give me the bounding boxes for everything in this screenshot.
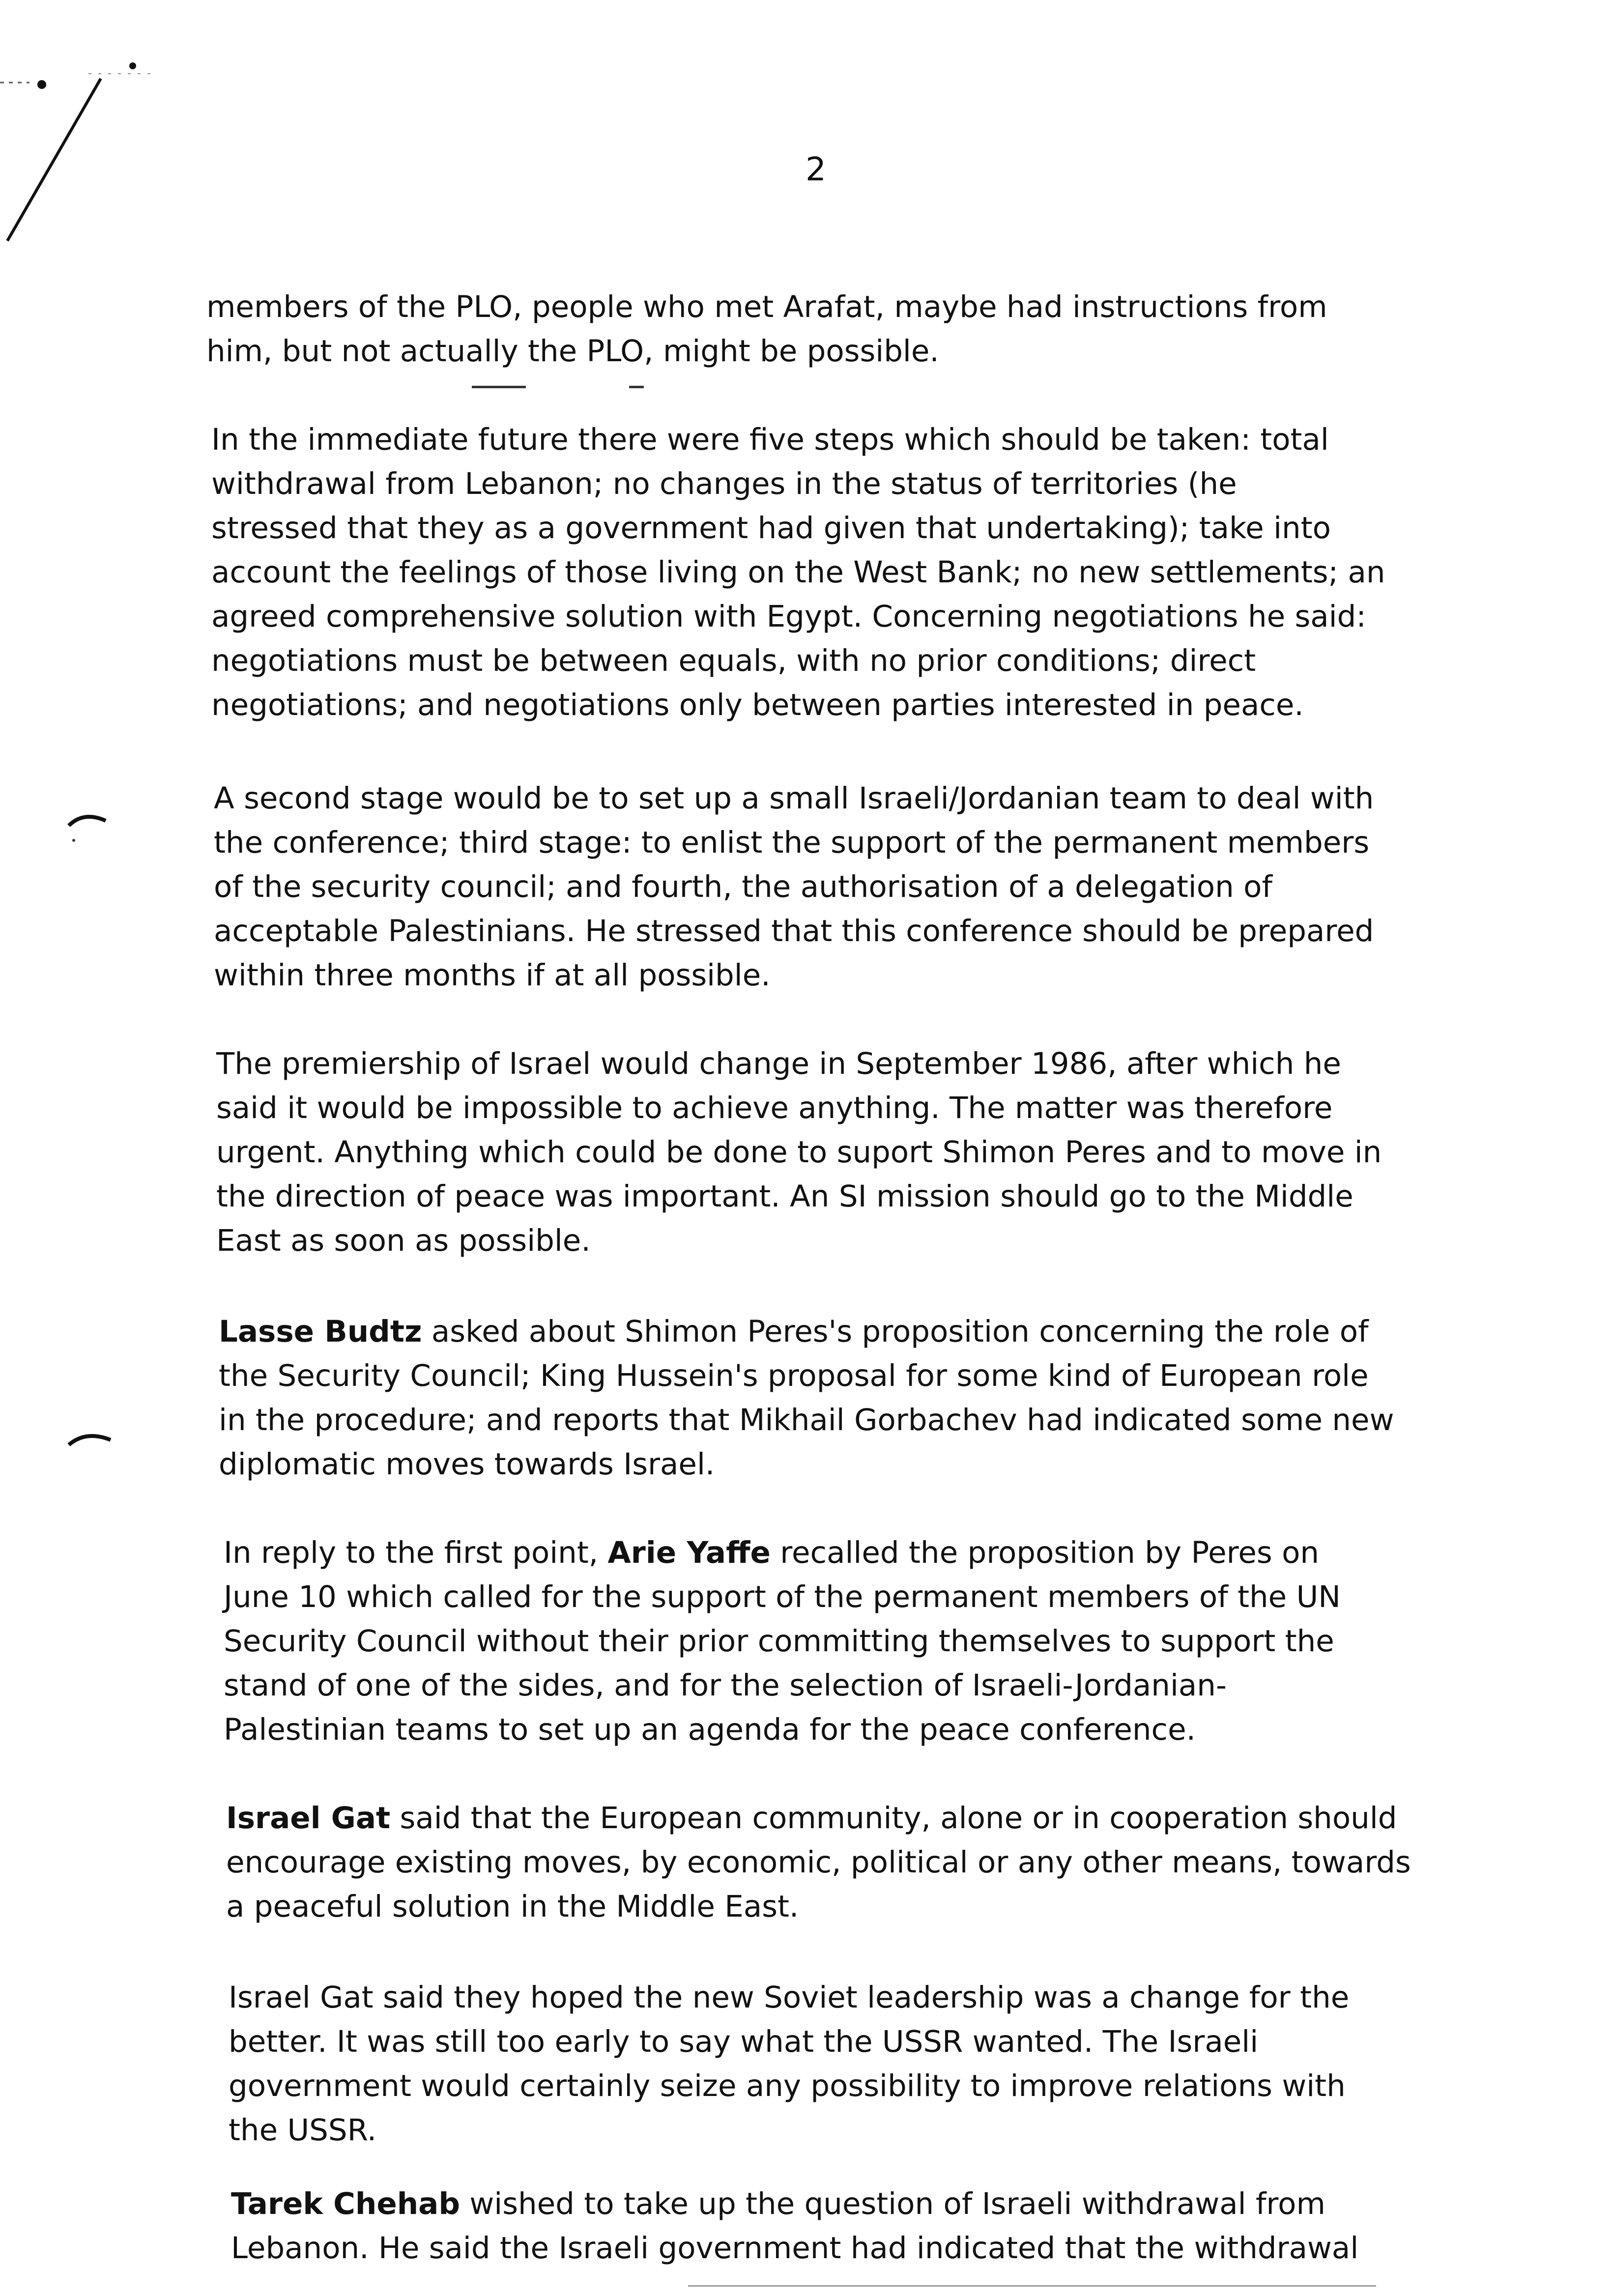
speaker-name: Israel Gat [226, 1801, 391, 1836]
text-line: in the procedure; and reports that Mikhail Gorbachev had indicated some new [219, 1403, 1394, 1437]
paragraph-five-steps [211, 418, 1385, 727]
text-line: negotiations must be between equals, with no prior conditions; direct [211, 643, 1256, 678]
margin-bracket-mark [64, 1425, 118, 1464]
text-line: stand of one of the sides, and for the selection of Israeli-Jordanian- [224, 1668, 1227, 1703]
text-line: Lebanon. He said the Israeli government had indicated that the withdrawal [231, 2231, 1359, 2266]
text-line: East as soon as possible. [216, 1223, 591, 1258]
text-line: said it would be impossible to achieve anything. The matter was therefore [216, 1091, 1333, 1125]
text-line: encourage existing moves, by economic, political or any other means, towards [226, 1845, 1411, 1880]
text-line: account the feelings of those living on the West Bank; no new settlements; an [211, 555, 1385, 590]
text-line: Palestinian teams to set up an agenda for the peace conference. [224, 1712, 1196, 1747]
paragraph-israel-gat-ussr [229, 1976, 1349, 2152]
text-line: the USSR. [229, 2113, 377, 2148]
text-line [224, 1531, 1341, 1575]
page-number: 2 [806, 150, 826, 188]
text-fragment: wished to take up the question of Israeli withdrawal from [460, 2186, 1325, 2221]
text-line: stressed that they as a government had given that undertaking); take into [211, 511, 1331, 545]
paragraph-second-stage [214, 776, 1374, 998]
text-line: better. It was still too early to say what the USSR wanted. The Israeli [229, 2024, 1259, 2059]
text-line: Security Council without their prior committing themselves to support the [224, 1624, 1334, 1659]
text-line: within three months if at all possible. [214, 958, 771, 993]
text-line: the conference; third stage: to enlist the support of the permanent members [214, 825, 1370, 860]
text-line: him, but not actually the PLO, might be possible. [206, 334, 939, 369]
text-line: negotiations; and negotiations only between parties interested in peace. [211, 688, 1304, 722]
text-line [219, 1310, 1394, 1354]
margin-bracket-mark [64, 806, 113, 865]
paragraph-lasse-budtz [219, 1310, 1394, 1487]
text-line: the Security Council; King Hussein's proposal for some kind of European role [219, 1358, 1369, 1393]
scan-edge-mark [0, 0, 157, 256]
speaker-name: Tarek Chehab [231, 2186, 460, 2221]
text-line: urgent. Anything which could be done to suport Shimon Peres and to move in [216, 1135, 1382, 1170]
speaker-name: Arie Yaffe [607, 1535, 771, 1570]
paragraph-plo-contacts [206, 285, 1327, 373]
text-line [231, 2182, 1358, 2226]
text-line: The premiership of Israel would change in September 1986, after which he [216, 1046, 1341, 1081]
paragraph-premiership [216, 1042, 1382, 1263]
text-fragment: said that the European community, alone or in cooperation should [390, 1801, 1397, 1836]
text-fragment: In reply to the first point, [224, 1535, 608, 1570]
scan-smudge [688, 2285, 1376, 2287]
text-line: In the immediate future there were five steps which should be taken: total [211, 422, 1329, 457]
text-line: A second stage would be to set up a small Israeli/Jordanian team to deal with [214, 781, 1374, 816]
text-line: government would certainly seize any possibility to improve relations with [229, 2068, 1346, 2103]
paragraph-tarek-chehab [231, 2182, 1358, 2270]
text-line: diplomatic moves towards Israel. [219, 1447, 715, 1482]
text-line: agreed comprehensive solution with Egypt. Concerning negotiations he said: [211, 599, 1366, 634]
text-line: acceptable Palestinians. He stressed that this conference should be prepared [214, 914, 1374, 948]
text-line: members of the PLO, people who met Arafat, maybe had instructions from [206, 289, 1327, 324]
text-line: the direction of peace was important. An SI mission should go to the Middle [216, 1179, 1353, 1214]
text-line: Israel Gat said they hoped the new Soviet leadership was a change for the [229, 1980, 1350, 2015]
text-fragment: recalled the proposition by Peres on [770, 1535, 1320, 1570]
paragraph-arie-yaffe [224, 1531, 1341, 1752]
paragraph-israel-gat-ec [226, 1796, 1411, 1929]
text-line: withdrawal from Lebanon; no changes in the status of territories (he [211, 466, 1237, 501]
text-fragment: asked about Shimon Peres's proposition concerning the role of [422, 1314, 1369, 1349]
text-line: a peaceful solution in the Middle East. [226, 1889, 799, 1924]
text-line: of the security council; and fourth, the authorisation of a delegation of [214, 869, 1272, 904]
scan-smudge [472, 386, 526, 388]
speaker-name: Lasse Budtz [219, 1314, 422, 1349]
text-line: June 10 which called for the support of the permanent members of the UN [224, 1579, 1341, 1614]
scan-smudge [629, 386, 644, 388]
text-line [226, 1796, 1411, 1840]
